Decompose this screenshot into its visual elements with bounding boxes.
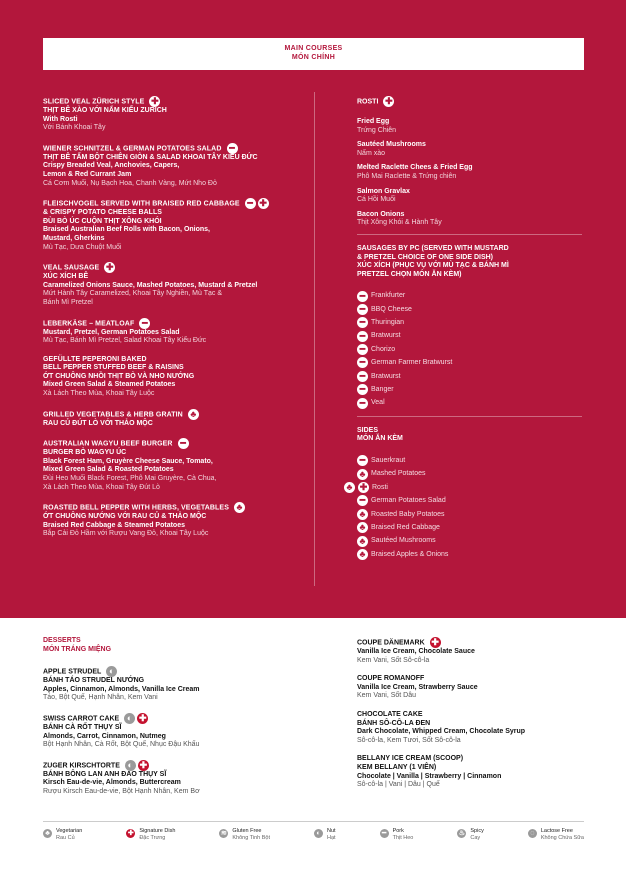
dish-description-vn: Táo, Bột Quế, Hạnh Nhân, Kem Vani [43,694,158,702]
legend [43,828,584,841]
signature-icon: ✚ [431,637,439,647]
sausage-label: German Farmer Bratwurst [371,359,453,367]
legend-item-gluten [219,828,270,841]
dish-name: WIENER SCHNITZEL & GERMAN POTATOES SALAD ━ [43,143,308,154]
side-label: Braised Red Cabbage [371,523,440,531]
dish-name: GEFÜLLTE PEPERONI BAKED [43,355,147,363]
dish-description-vn: Sô-cô-la | Vani | Dâu | Quế [357,781,440,789]
pork-icon: ━ [139,318,150,329]
rosti-title-text: ROSTI [357,98,379,106]
dish-name: APPLE STRUDEL ◐ [43,666,308,677]
dish-description: Dark Chocolate, Whipped Cream, Chocolate Syrup [357,728,526,736]
side-label: Braised Apples & Onions [371,550,449,558]
signature-icon: ✚ [139,759,148,770]
sausage-option [357,396,582,409]
signature-icon: ✚ [385,96,393,106]
topping-name: Melted Raclette Chees & Fried Egg [357,164,473,172]
sausage-option [357,316,582,329]
dish-description: Braised Australian Beef Rolls with Bacon, Onions, [43,226,210,234]
sausage-option [357,370,582,383]
menu-item [357,675,582,701]
topping-name-vn: Cá Hồi Muối [357,196,396,204]
legend-label: Signature Dish [139,828,176,834]
menu-item [43,198,308,252]
dish-name: BELLANY ICE CREAM (SCOOP) [357,755,464,763]
dish-description: Kirsch Eau-de-vie, Almonds, Buttercream [43,779,181,787]
menu-item [43,96,308,133]
menu-item [43,143,308,188]
dish-name: SWISS CARROT CAKE ◐ ✚ [43,712,147,723]
section-title-box [43,38,584,70]
dish-description-vn: Cá Cơm Muối, Nụ Bạch Hoa, Chanh Vàng, Mứt Nho Đỏ [43,179,217,187]
sausages-heading: & PRETZEL CHOICE OF ONE SIDE DISH) [357,253,493,261]
legend-label-vn: Cay [470,834,481,841]
legend-item-spicy [457,828,483,841]
divider [357,234,582,235]
side-label: Sautéed Mushrooms [371,537,436,545]
nut-icon: ◐ [106,666,117,677]
dish-description: Vanilla Ice Cream, Strawberry Sauce [357,683,478,691]
dish-name: ROASTED BELL PEPPER WITH HERBS, VEGETABLES ♣ [43,502,308,513]
dish-description-vn: Sô-cô-la, Kem Tươi, Sốt Sô-cô-la [357,736,461,744]
legend-item-vegetarian [43,828,82,841]
dish-description: Chocolate | Vanilla | Strawberry | Cinnamon [357,772,502,780]
dish-description-vn: Mù Tạc, Bánh Mì Pretzel, Salad Khoai Tây Kiểu Đức [43,337,207,345]
pork-icon: ━ [357,291,368,302]
dish-description-vn: Mù Tạc, Dưa Chuột Muối [43,243,122,251]
pork-icon: ━ [357,495,368,506]
side-label: German Potatoes Salad [371,497,446,505]
dish-subtitle: BÁNH BÔNG LAN ANH ĐÀO THỤY SĨ [43,770,167,778]
side-option [357,521,582,534]
side-option [357,454,582,467]
sausage-option [357,356,582,369]
dish-description-vn: Bắp Cải Đỏ Hầm với Rượu Vang Đỏ, Khoai Tây Luộc [43,530,209,538]
legend-label: Spicy [470,828,484,834]
dish-subtitle: KEM BELLANY (1 VIÊN) [357,763,437,771]
legend-item-lactose [528,828,584,841]
dish-subtitle: BURGER BÒ WAGYU ÚC [43,449,127,457]
dish-description-vn: Kem Vani, Sốt Dâu [357,692,417,700]
sausage-option [357,343,582,356]
vegetarian-icon: ♣ [43,829,52,838]
dish-description-vn: Với Bánh Khoai Tây [43,124,106,132]
legend-item-pork [380,828,414,841]
dish-description: Braised Red Cabbage & Steamed Potatoes [43,521,185,529]
menu-item [43,262,308,307]
vegetarian-icon: ♣ [357,522,368,533]
signature-icon: ✚ [127,830,134,837]
menu-item [43,666,308,703]
main-courses-right-column [346,96,582,561]
dish-subtitle: ỚT CHUÔNG NHỒI THỊT BÒ VÀ NHO NƯỚNG [43,372,195,380]
sausage-label: BBQ Cheese [371,305,412,313]
side-label: Mashed Potatoes [371,470,426,478]
dish-name: COUPE DÄNEMARK ✚ [357,637,439,647]
rosti-section [357,96,582,228]
rosti-topping [357,188,582,205]
signature-icon: ✚ [105,262,114,273]
legend-divider [43,821,584,822]
side-option [357,508,582,521]
rosti-title [357,96,582,107]
dish-description-vn: Đùi Heo Muối Black Forest, Phô Mai Gruyère, Cà Chua, [43,475,217,483]
column-divider [314,92,315,586]
side-label: Sauerkraut [371,457,406,465]
dish-name: FLEISCHVOGEL SERVED WITH BRAISED RED CABBAGE ━ ✚ [43,198,267,209]
dish-description: Mustard, Gherkins [43,234,105,242]
nut-icon: ◐ [124,713,135,724]
dish-description-vn: Xà Lách Theo Mùa, Khoai Tây Luộc [43,390,155,398]
nut-icon: ◐ [314,829,323,838]
side-option [357,548,582,561]
legend-label: Gluten Free [232,828,262,834]
sausage-label: Bratwurst [371,372,401,380]
sausage-label: Veal [371,399,385,407]
dish-description: Caramelized Onions Sauce, Mashed Potatoes, Mustard & Pretzel [43,281,258,289]
dish-description: Apples, Cinnamon, Almonds, Vanilla Ice Cream [43,685,200,693]
signature-icon: ✚ [151,96,159,106]
dish-description-vn: Mứt Hành Tây Caramelized, Khoai Tây Nghiền, Mù Tạc & [43,290,222,298]
menu-item [43,760,308,797]
pork-icon: ━ [357,304,368,315]
vegetarian-icon: ♣ [357,549,368,560]
sausages-heading: SAUSAGES BY PC (SERVED WITH MUSTARD [357,244,509,252]
topping-name-vn: Nấm xào [357,149,386,157]
vegetarian-icon: ♣ [234,502,245,513]
pork-icon: ━ [357,344,368,355]
dish-subtitle: THỊT BÊ TẨM BỘT CHIÊN GIÒN & SALAD KHOAI TÂY KIỂU ĐỨC [43,153,258,161]
dish-name: AUSTRALIAN WAGYU BEEF BURGER ━ [43,438,308,449]
topping-name: Bacon Onions [357,210,405,218]
dish-name: COUPE ROMANOFF [357,675,425,683]
pork-icon: ━ [227,143,238,154]
dish-name: SLICED VEAL ZÜRICH STYLE ✚ [43,96,159,106]
menu-item [43,438,308,492]
dish-description: Vanilla Ice Cream, Chocolate Sauce [357,648,475,655]
spicy-icon: ♨ [458,830,466,837]
side-label: Rosti [372,483,388,491]
dish-name: CHOCOLATE CAKE [357,710,423,718]
dish-description-vn: Bánh Mì Pretzel [43,298,93,306]
dish-subtitle: ĐÙI BÒ ÚC CUỘN THỊT XÔNG KHÓI [43,217,162,225]
desserts-right-column [357,637,582,800]
legend-item-nut [314,828,336,841]
sausage-label: Bratwurst [371,332,401,340]
dish-name: LEBERKÄSE – MEATLOAF ━ [43,318,308,329]
dish-description: Black Forest Ham, Gruyère Cheese Sauce, Tomato, [43,457,213,465]
dish-description-vn: Xà Lách Theo Mùa, Khoai Tây Đút Lò [43,483,160,491]
dish-subtitle: BELL PEPPER STUFFED BEEF & RAISINS [43,364,184,372]
vegetarian-icon: ♣ [357,509,368,520]
section-title-en: MAIN COURSES [284,45,343,52]
side-label: Roasted Baby Potatoes [371,510,445,518]
lactose-icon: ◌ [528,829,537,838]
dish-description-vn: Bột Hạnh Nhân, Cà Rốt, Bột Quế, Nhục Đậu Khấu [43,741,200,749]
vegetarian-icon: ♣ [357,469,368,480]
side-option [346,481,582,494]
menu-item [43,356,308,399]
pork-icon: ━ [357,357,368,368]
legend-label: Pork [392,828,404,834]
sausage-option [357,303,582,316]
legend-label-vn: Thịt Heo [392,834,414,841]
dish-subtitle: XÚC XÍCH BÊ [43,273,89,281]
side-option [357,467,582,480]
dish-description: Mixed Green Salad & Steamed Potatoes [43,381,176,389]
legend-label-vn: Hạt [327,834,336,841]
dish-description: Lemon & Red Currant Jam [43,170,132,178]
sausage-label: Thuringian [371,319,405,327]
sausages-heading: PRETZEL CHỌN MÓN ĂN KÈM) [357,270,462,278]
dish-description-vn: Kem Vani, Sốt Sô-cô-la [357,656,430,664]
sausage-label: Banger [371,386,394,394]
menu-item [43,713,308,750]
main-courses-left-column [43,96,308,549]
menu-item [43,409,308,429]
topping-name-vn: Phô Mai Raclette & Trứng chiên [357,172,457,180]
legend-label-vn: Đặc Trưng [139,834,166,841]
topping-name-vn: Thịt Xông Khói & Hành Tây [357,219,442,227]
vegetarian-icon: ♣ [357,536,368,547]
dish-subtitle: BÁNH CÀ RỐT THỤY SĨ [43,723,122,731]
sausage-option [357,329,582,342]
rosti-topping [357,141,582,158]
dish-description: Crispy Breaded Veal, Anchovies, Capers, [43,162,180,170]
sausages-section [357,245,582,410]
topping-name-vn: Trứng Chiên [357,126,397,134]
rosti-topping [357,164,582,181]
signature-icon: ✚ [359,481,368,492]
side-option [357,534,582,547]
dish-name: ZUGER KIRSCHTORTE ◐ ✚ [43,759,148,770]
nut-icon: ◐ [125,760,136,771]
menu-item [43,318,308,346]
sides-section [346,426,582,561]
side-option [357,494,582,507]
pork-icon: ━ [178,438,189,449]
sides-title: MÓN ĂN KÈM [357,435,403,443]
pork-icon: ━ [380,829,389,838]
signature-icon: ✚ [138,712,147,723]
sides-title: SIDES [357,426,379,434]
sausage-option [357,289,582,302]
sausage-option [357,383,582,396]
gluten-icon: ≋ [220,830,227,837]
legend-label: Nut [327,828,336,834]
dish-name: VEAL SAUSAGE ✚ [43,262,114,273]
dish-subtitle: BÁNH SÔ-CÔ-LA ĐEN [357,719,431,727]
pork-icon: ━ [357,384,368,395]
legend-label-vn: Không Tinh Bột [232,834,271,841]
dish-description-vn: Rượu Kirsch Eau-de-vie, Bột Hạnh Nhân, Kem Bơ [43,787,200,795]
divider [357,416,582,417]
desserts-title-vn: MÓN TRÁNG MIỆNG [43,645,112,653]
dish-subtitle: RAU CỦ ĐÚT LÒ VỚI THẢO MỘC [43,419,153,427]
desserts-title-en: DESSERTS [43,637,81,644]
dish-subtitle: THỊT BÊ XÀO VỚI NẤM KIỂU ZURICH [43,107,167,114]
dish-description: Mustard, Pretzel, German Potatoes Salad [43,328,180,336]
menu-item [357,711,582,745]
desserts-left-column [43,637,308,807]
dish-description: Mixed Green Salad & Roasted Potatoes [43,466,174,474]
pork-icon: ━ [245,198,256,209]
pork-icon: ━ [357,455,368,466]
desserts-title [43,637,308,654]
dish-name: GRILLED VEGETABLES & HERB GRATIN ♣ [43,409,308,420]
legend-label-vn: Không Chứa Sữa [540,834,584,841]
topping-name: Fried Egg [357,118,390,125]
pork-icon: ━ [357,398,368,409]
legend-label: Vegetarian [56,828,83,834]
rosti-topping [357,118,582,135]
menu-item [357,755,582,789]
pork-icon: ━ [357,371,368,382]
signature-icon: ✚ [259,198,267,209]
dish-description: Almonds, Carrot, Cinnamon, Nutmeg [43,732,166,740]
sausage-label: Frankfurter [371,292,406,300]
section-title-vn: MÓN CHÍNH [291,54,336,61]
legend-label: Lactose Free [540,828,573,834]
vegetarian-icon: ♣ [188,409,199,420]
pork-icon: ━ [357,317,368,328]
dish-subtitle: BÁNH TÁO STRUDEL NƯỚNG [43,677,145,685]
sausages-heading: XÚC XÍCH (PHỤC VỤ VỚI MÙ TẠC & BÁNH MÌ [357,262,509,270]
legend-label-vn: Rau Củ [56,834,75,841]
vegetarian-icon: ♣ [344,482,355,493]
topping-name: Salmon Gravlax [357,187,410,195]
menu-item [357,637,582,665]
pork-icon: ━ [357,331,368,342]
topping-name: Sautéed Mushrooms [357,141,426,149]
dish-description: With Rosti [43,115,78,123]
legend-item-signature [126,828,175,841]
dish-subtitle: ỚT CHUÔNG NƯỚNG VỚI RAU CỦ & THẢO MỘC [43,513,207,521]
menu-item [43,502,308,539]
rosti-topping [357,211,582,228]
sausage-label: Chorizo [371,345,396,353]
dish-subtitle: & CRISPY POTATO CHEESE BALLS [43,209,162,217]
